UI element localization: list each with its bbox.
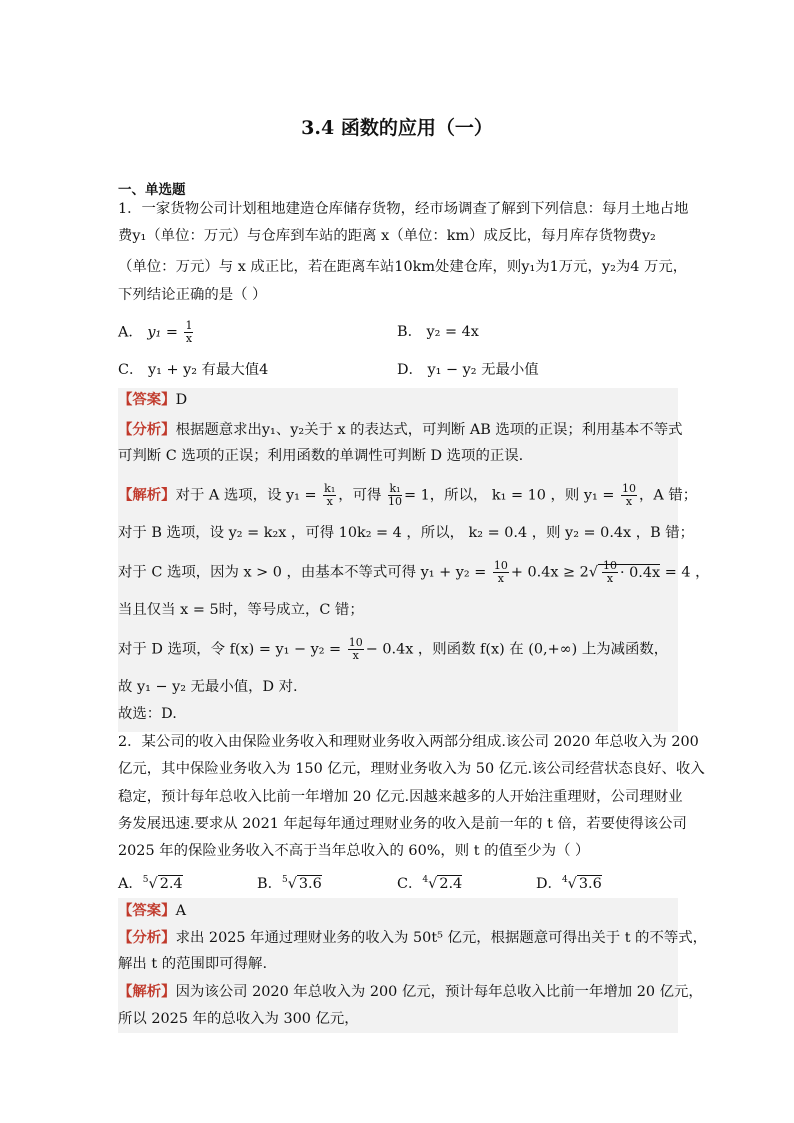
solution-text: + 0.4x ≥ 2 [510,564,589,581]
q1-text-line-4: 下列结论正确的是（ ） [118,287,267,303]
fraction-numerator: k₁ [324,482,336,495]
option-label: C． [397,875,423,892]
root-index: 5 [142,875,149,885]
q2-text-line-2: 亿元，其中保险业务收入为 150 亿元，理财业务收入为 50 亿元.该公司经营状态良好、收入 [118,761,705,777]
fraction-denominator: x [497,572,504,585]
root-index: 5 [281,875,288,885]
fraction-numerator: 10 [603,559,617,572]
fraction-numerator: k₁ [389,482,401,495]
fraction-numerator: 10 [348,636,363,649]
q2-text-line-1: 2．某公司的收入由保险业务收入和理财业务收入两部分组成.该公司 2020 年总收入为 200 [118,734,699,750]
fraction-10-over-x [348,637,364,662]
solution-text: 因为该公司 2020 年总收入为 200 亿元，预计每年总收入比前一年增加 20 亿元， [175,984,703,1000]
root-index: 4 [561,875,568,885]
q1-solution-line-6: 故 y₁ − y₂ 无最小值，D 对. [118,679,298,695]
solution-text: 对于 D 选项，令 f(x) = y₁ − y₂ = [118,641,342,658]
q1-option-b: B． y₂ = 4x [397,324,479,340]
q1-solution-line-4: 当且仅当 x = 5时，等号成立，C 错； [118,602,364,618]
q2-text-line-5: 2025 年的保险业务收入不高于当年总收入的 60%，则 t 的值至少为（ ） [118,843,590,859]
solution-tag: 【解析】 [118,486,176,504]
q1-option-c: C． y₁ + y₂ 有最大值4 [118,362,269,378]
q1-analysis-line-1 [118,420,683,440]
solution-text: = 1，所以， k₁ = 10 ，则 y₁ = [404,487,615,504]
fraction-denominator: x [625,495,633,508]
solution-text: = 4 ， [660,564,710,581]
sqrt-sign: √ [428,875,438,892]
answer-value: A [175,903,186,919]
fraction-numerator: 10 [493,559,508,572]
q1-analysis-line-2: 可判断 C 选项的正误；利用函数的单调性可判断 D 选项的正误. [118,448,524,464]
solution-text: · 0.4x [620,564,661,581]
q2-text-line-4: 务发展迅速.要求从 2021 年起每年通过理财业务的收入是前一年的 t 倍，若要使得该公司 [118,816,687,832]
solution-text: 对于 C 选项，因为 x > 0 ，由基本不等式可得 y₁ + y₂ = [118,564,487,581]
fraction-numerator: 10 [621,482,636,495]
q2-text-line-3: 稳定，预计每年总收入比前一年增加 20 亿元.因越来越多的人开始注重理财，公司理财业 [118,789,683,805]
fraction-denominator: x [352,649,359,662]
q1-solution-line-3 [118,559,710,585]
analysis-tag: 【分析】 [118,421,176,438]
fraction-denominator: 10 [388,495,402,508]
q2-option-a [118,870,258,894]
fraction-k1-over-10 [388,483,402,508]
fraction-k1-over-x [323,483,336,508]
root-index: 4 [422,875,429,885]
q1-option-a-label: A． [118,324,143,341]
sqrt-sign: √ [287,875,297,892]
sqrt-radicand: 3.6 [578,875,602,892]
q2-analysis-line-1 [118,928,708,948]
q2-option-c [397,870,537,894]
fraction-denominator: x [185,332,193,345]
sqrt-radicand: 2.4 [439,875,463,892]
answer-tag: 【答案】 [118,391,176,408]
fraction-denominator: x [606,572,614,585]
sqrt-sign: √ [148,875,158,892]
q2-solution-line-2: 所以 2025 年的总收入为 300 亿元， [118,1011,359,1027]
q1-solution-line-2: 对于 B 选项，设 y₂ = k₂x ，可得 10k₂ = 4 ，所以， k₂ = 0.4 ，则 y₂ = 0.4x ，B 错； [118,525,695,541]
fraction-10-over-x [493,560,509,585]
q1-option-d: D． y₁ − y₂ 无最小值 [397,362,539,378]
q1-option-a-fraction [184,320,193,345]
fraction-numerator: 1 [185,319,193,332]
sqrt-radicand: 3.6 [298,875,322,892]
answer-tag: 【答案】 [118,902,176,919]
solution-text: ，可得 [338,487,382,504]
q1-solution-line-7: 故选：D. [118,706,177,722]
fraction-10-over-x [602,560,618,585]
q1-option-a-lhs: y₁ = [147,324,178,341]
q2-option-d [536,870,676,894]
sqrt-sign: √ [588,564,598,581]
q1-answer [118,390,678,410]
option-label: D． [536,875,562,892]
fraction-10-over-x [621,483,637,508]
solution-text: ，A 错； [638,487,698,504]
sqrt-sign: √ [567,875,577,892]
analysis-tag: 【分析】 [118,929,176,946]
q2-answer [118,901,678,921]
solution-tag: 【解析】 [118,983,176,1000]
option-label: B． [257,875,282,892]
sqrt-radicand [598,559,661,585]
q2-option-b [257,870,397,894]
q1-text-line-1: 1．一家货物公司计划租地建造仓库储存货物，经市场调查了解到下列信息：每月土地占地 [118,201,689,217]
q2-solution-line-1 [118,982,703,1002]
analysis-text: 求出 2025 年通过理财业务的收入为 50t⁵ 亿元，根据题意可得出关于 t 的不等式， [175,930,708,946]
q1-solution-line-1 [118,482,698,508]
q1-text-line-3: （单位：万元）与 x 成正比，若在距离车站10km处建仓库，则y₁为1万元，y₂为4 万元， [118,259,688,275]
fraction-denominator: x [326,495,333,508]
section-heading: 一、单选题 [118,182,186,198]
analysis-text: 根据题意求出y₁、y₂关于 x 的表达式，可判断 AB 选项的正误；利用基本不等式 [175,422,683,438]
solution-text: 对于 A 选项，设 y₁ = [175,487,317,504]
q1-solution-line-5 [118,637,678,662]
option-label: A． [118,875,143,892]
answer-value: D [175,392,188,408]
solution-text: − 0.4x ，则函数 f(x) 在 (0,+∞) 上为减函数， [365,641,669,658]
page-title: 3.4 函数的应用（一） [301,117,493,139]
q1-text-line-2: 费y₁（单位：万元）与仓库到车站的距离 x（单位：km）成反比，每月库存货物费y₂ [118,228,656,244]
sqrt-radicand: 2.4 [159,875,183,892]
q2-analysis-line-2: 解出 t 的范围即可得解. [118,956,268,972]
